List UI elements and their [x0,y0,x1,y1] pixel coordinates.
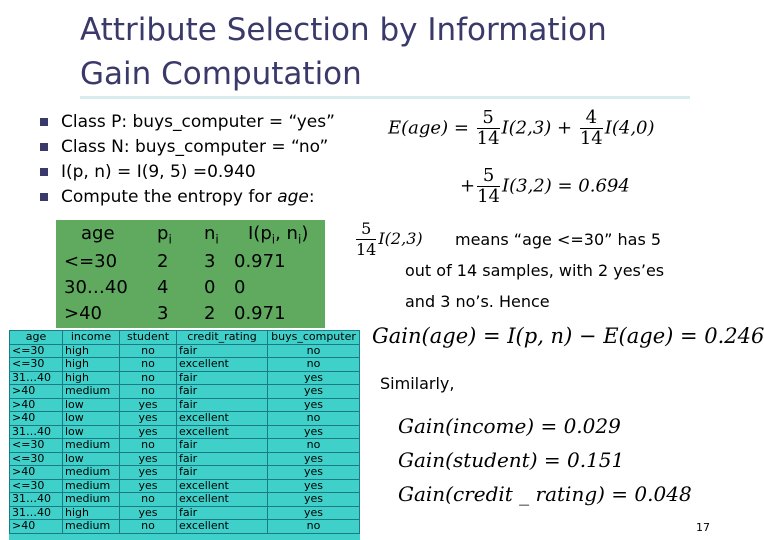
entropy-formula-line2: + $\frac{5}{14}$ I(3,2) = 0.694 [460,165,630,207]
table-cell: yes [268,371,360,385]
table-cell: <=30 [10,358,63,372]
bullet-list [40,110,335,210]
table-cell: low [63,452,120,466]
table-cell: yes [268,452,360,466]
table-cell: 31…40 [10,493,63,507]
entropy-formula-line1: E(age) = $\frac{5}{14}$ I(2,3) + $\frac{4}{14}$ I(4,0) [388,107,655,149]
table-cell: fair [177,439,268,453]
table-row [10,412,360,426]
fraction: $\frac{5}{14}$ [356,219,377,259]
table-cell: >40 [10,466,63,480]
table-cell: yes [268,425,360,439]
table-cell: yes [120,506,177,520]
bullet-item: Class N: buys_computer = “no” [40,135,335,160]
table-cell: excellent [177,425,268,439]
table-cell: yes [268,506,360,520]
page-title: Attribute Selection by Information Gain Computation [80,12,607,92]
table-cell: low [63,398,120,412]
table-cell: low [63,412,120,426]
bullet-square-icon [40,118,48,126]
fraction: $\frac{5}{14}$ [476,107,500,149]
table-cell: fair [177,506,268,520]
table-cell: no [120,358,177,372]
summary-header-age: age [81,223,115,244]
table-cell: low [63,425,120,439]
table-cell: high [63,358,120,372]
table-cell: <=30 [10,452,63,466]
table-cell: no [120,344,177,358]
table-cell: no [120,385,177,399]
col-header-income: income [63,331,120,345]
table-cell: fair [177,398,268,412]
summary-header-ni: $n_i$ [204,223,219,247]
table-row [10,506,360,520]
title-divider [80,96,690,99]
explanation-line3: and 3 no’s. Hence [405,292,550,311]
table-cell: medium [63,466,120,480]
table-cell: fair [177,385,268,399]
table-cell: medium [63,479,120,493]
col-header-credit-rating: credit_rating [177,331,268,345]
table-cell: <=30 [10,439,63,453]
table-row [10,466,360,480]
table-cell: yes [268,479,360,493]
gain-age-formula: Gain(age) = I(p, n) − E(age) = 0.246 [372,324,764,348]
similarly-text: Similarly, [380,374,455,393]
table-cell: high [63,371,120,385]
table-cell: yes [268,466,360,480]
summary-row: <=30 2 3 0.971 [64,251,286,272]
table-row [10,371,360,385]
table-row [10,479,360,493]
bullet-square-icon [40,168,48,176]
table-cell: no [120,520,177,534]
table-cell: yes [268,398,360,412]
table-cell: >40 [10,412,63,426]
table-cell: >40 [10,385,63,399]
table-cell: excellent [177,479,268,493]
table-row [10,493,360,507]
table-cell: >40 [10,520,63,534]
summary-header-row [56,221,325,247]
table-cell: excellent [177,493,268,507]
explanation-line1: means “age <=30” has 5 [455,230,662,249]
table-row [10,385,360,399]
summary-header-pi: $p_i$ [157,223,172,247]
table-cell: yes [268,493,360,507]
table-cell: high [63,506,120,520]
table-row [10,398,360,412]
bullet-square-icon [40,143,48,151]
table-cell: <=30 [10,479,63,493]
table-row [10,344,360,358]
col-header-student: student [120,331,177,345]
col-header-buys-computer: buys_computer [268,331,360,345]
table-cell: no [120,493,177,507]
table-cell: no [268,358,360,372]
table-cell: >40 [10,398,63,412]
table-cell: excellent [177,358,268,372]
table-cell: 31…40 [10,425,63,439]
data-table-header [10,331,360,345]
table-cell: no [268,439,360,453]
table-cell: no [120,371,177,385]
table-cell: fair [177,466,268,480]
table-cell: no [120,439,177,453]
table-cell: excellent [177,412,268,426]
page-number: 17 [696,521,710,534]
entropy-summary-table [56,220,325,328]
table-cell: no [268,344,360,358]
summary-row: 30…40 4 0 0 [64,277,246,298]
table-row [10,358,360,372]
gain-student: Gain(student) = 0.151 [398,448,625,472]
table-cell: fair [177,344,268,358]
bullet-item: Compute the entropy for age: [40,185,335,210]
table-row [10,425,360,439]
fraction: $\frac{5}{14}$ [477,165,500,207]
table-cell: <=30 [10,344,63,358]
fraction: $\frac{4}{14}$ [579,107,603,149]
table-cell: medium [63,493,120,507]
table-row [10,520,360,534]
table-cell: medium [63,385,120,399]
table-cell: fair [177,371,268,385]
table-cell: high [63,344,120,358]
table-cell: medium [63,520,120,534]
table-cell: fair [177,452,268,466]
summary-header-entropy: $I(p_i$, $n_i$) [248,223,309,247]
gain-income: Gain(income) = 0.029 [398,414,621,438]
training-data-table [9,330,360,540]
explanation-fraction: $\frac{5}{14}$ I(2,3) [356,219,423,259]
gain-credit-rating: Gain(credit _ rating) = 0.048 [398,482,692,506]
table-row [10,452,360,466]
table-cell: yes [120,466,177,480]
table-cell: yes [268,385,360,399]
table-row [10,439,360,453]
table-cell: yes [120,398,177,412]
col-header-age: age [10,331,63,345]
data-table-body [10,344,360,533]
table-cell: yes [120,412,177,426]
bullet-square-icon [40,193,48,201]
table-cell: no [268,412,360,426]
table-cell: medium [63,439,120,453]
table-cell: yes [120,425,177,439]
explanation-line2: out of 14 samples, with 2 yes’es [405,261,665,280]
table-cell: yes [120,479,177,493]
bullet-item: Class P: buys_computer = “yes” [40,110,335,135]
bullet-item: I(p, n) = I(9, 5) =0.940 [40,160,335,185]
table-cell: 31…40 [10,506,63,520]
table-cell: excellent [177,520,268,534]
table-cell: 31…40 [10,371,63,385]
table-cell: yes [120,452,177,466]
data-table [9,330,360,534]
summary-row: >40 3 2 0.971 [64,303,286,324]
table-cell: no [268,520,360,534]
